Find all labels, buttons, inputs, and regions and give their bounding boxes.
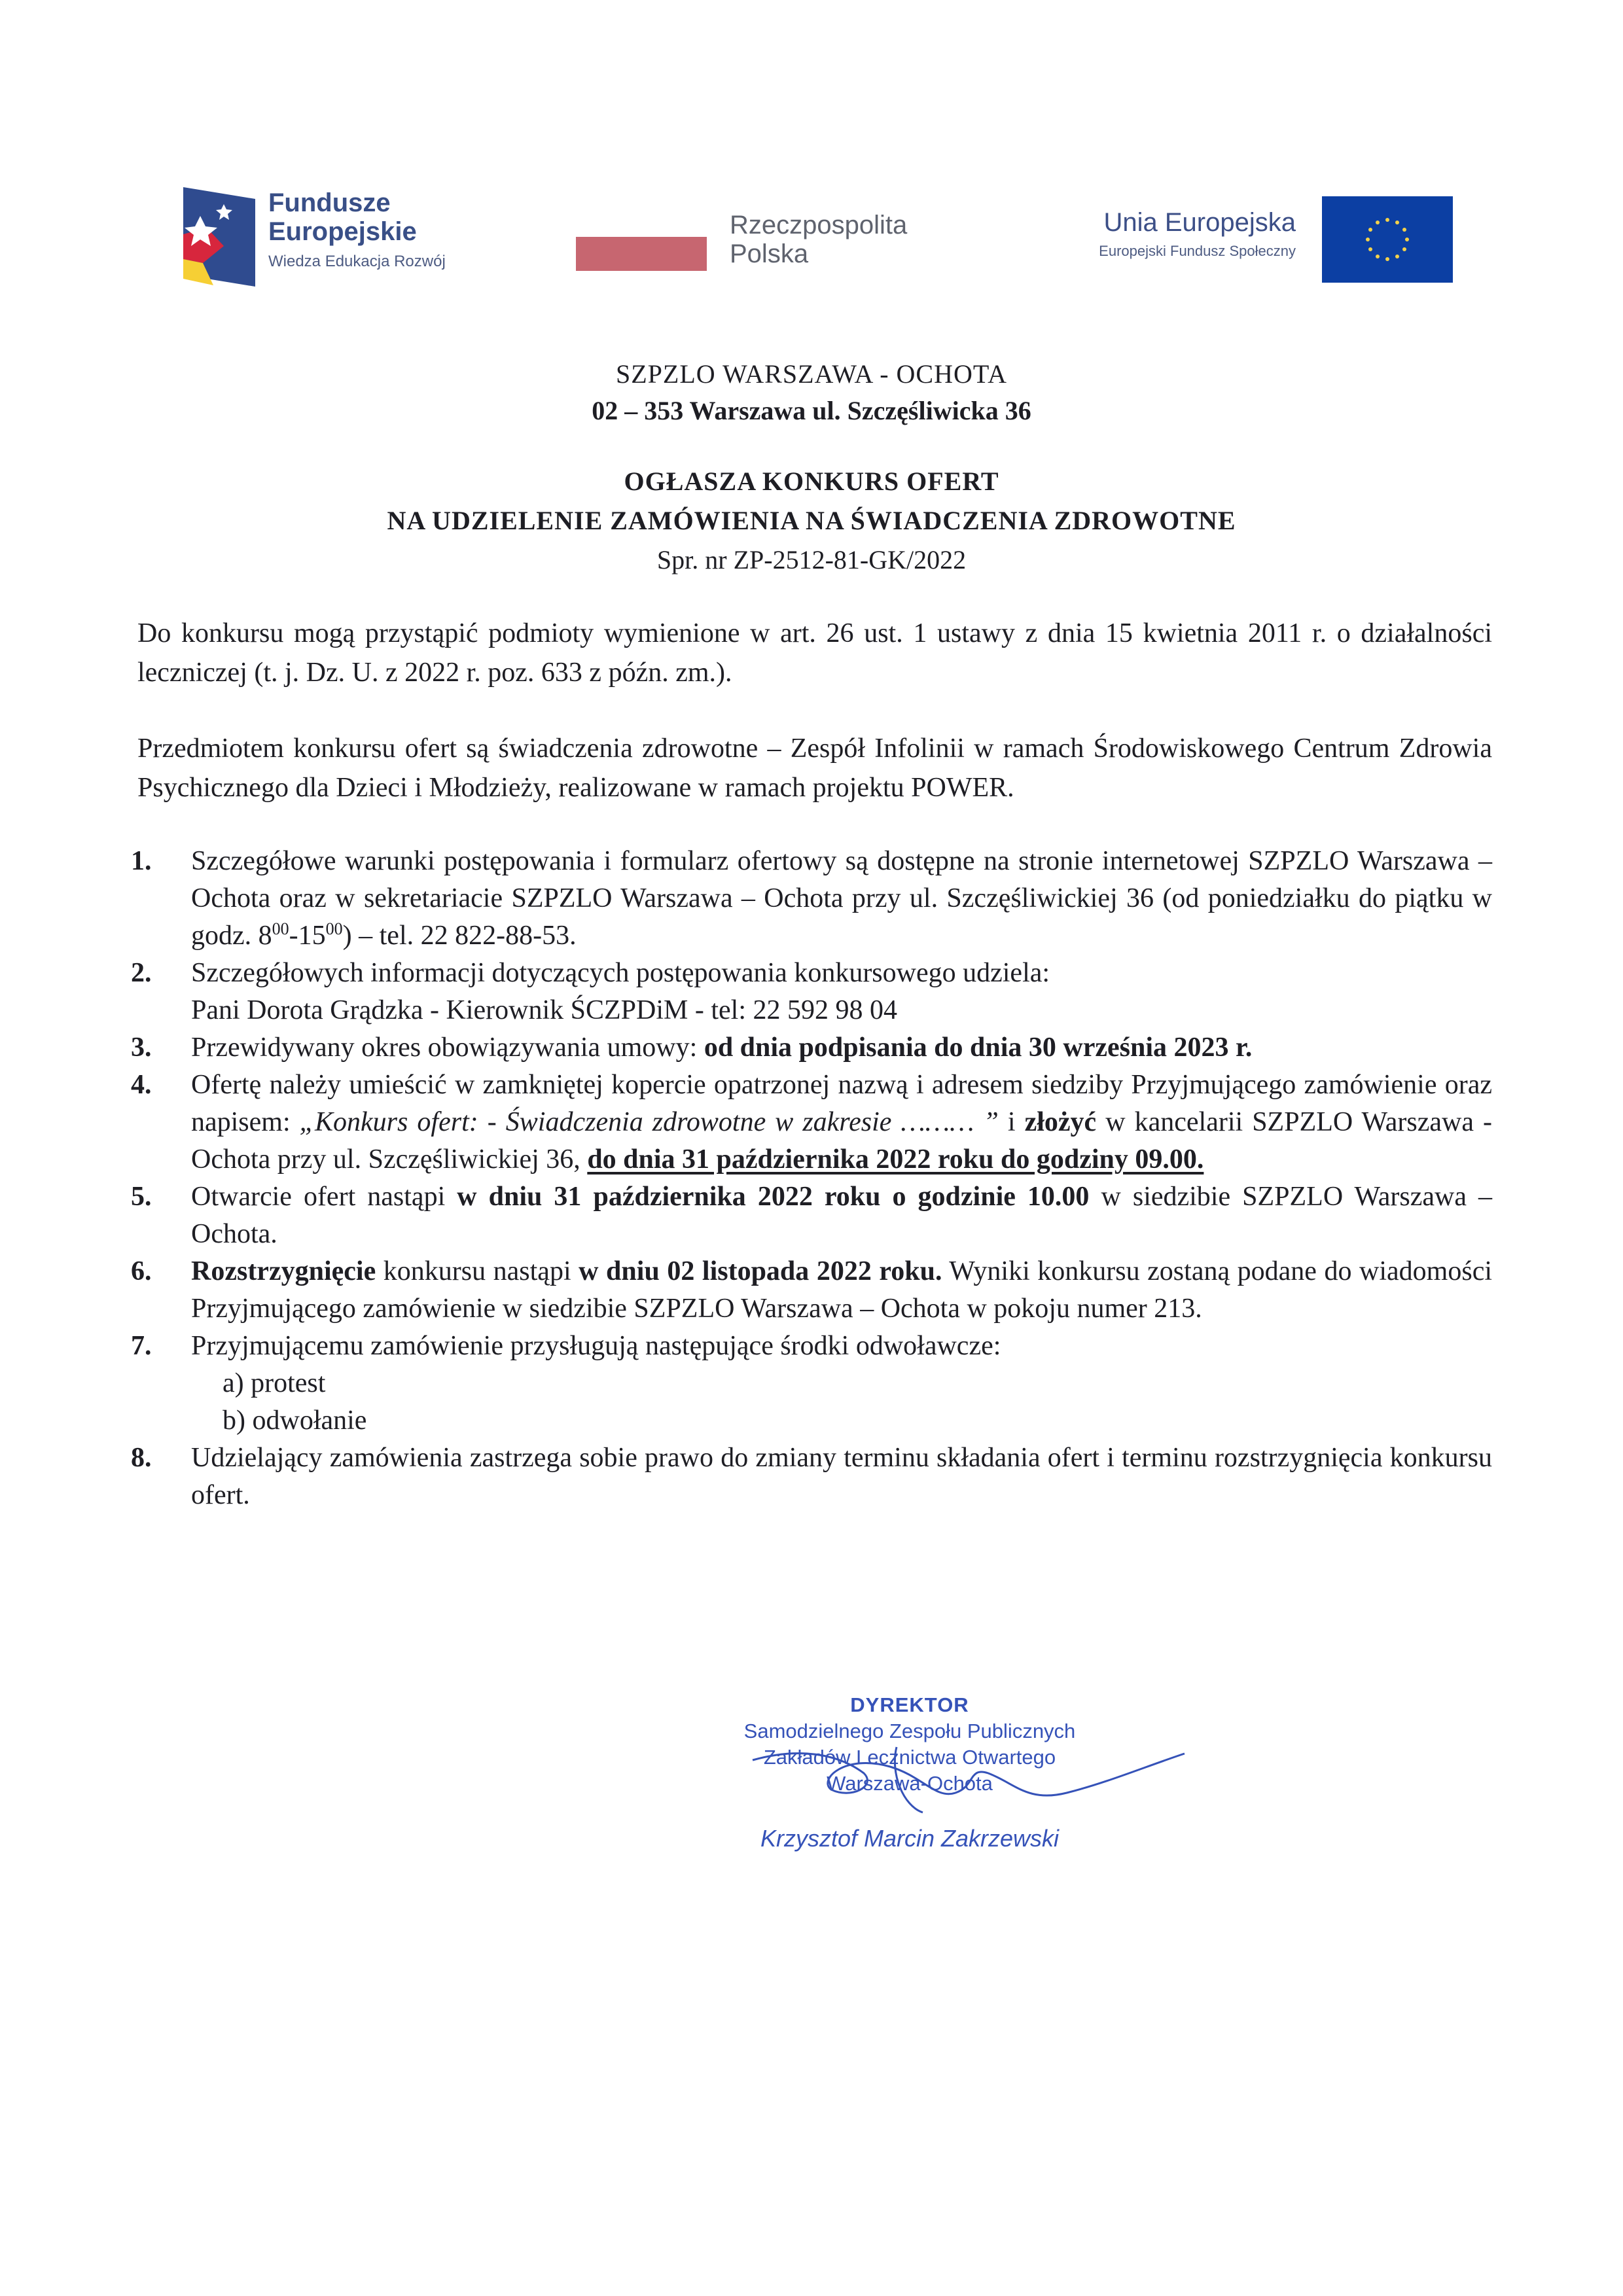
stamp-line3: Warszawa-Ochota — [827, 1772, 993, 1795]
item-bold-text: złożyć — [1024, 1107, 1097, 1137]
item-number: 3. — [131, 1033, 152, 1063]
organization-name: SZPZLO WARSZAWA - OCHOTA — [616, 359, 1007, 389]
subject-paragraph: Przedmiotem konkursu ofert są świadczenia zdrowotne – Zespół Infolinii w ramach Środowiskowego Centrum Zdrowia Psychicznego dla Dzieci i Młodzieży, realizowane w ramach projektu POWER. — [137, 733, 1492, 803]
item-number: 8. — [131, 1443, 152, 1473]
stamp-line2: Zakładów Lecznictwa Otwartego — [763, 1746, 1056, 1769]
item-text: konkursu nastąpi — [376, 1256, 579, 1286]
list-item — [131, 955, 1492, 1029]
item-number: 4. — [131, 1070, 152, 1100]
item-text: w siedzibie SZPZLO Warszawa – Ochota. — [191, 1182, 1492, 1249]
item-text: Wyniki konkursu zostaną podane do wiadomości Przyjmującego zamówienie w siedzibie SZPZLO Warszawa – Ochota w pokoju numer 213. — [191, 1256, 1493, 1324]
fe-title-line2: Europejskie — [268, 217, 417, 246]
sub-list-item: b) odwołanie — [223, 1405, 367, 1436]
envelope-inscription: „Konkurs ofert: - Świadczenia zdrowotne w zakresie ……… ” — [299, 1107, 999, 1137]
item-text: Udzielający zamówienia zastrzega sobie prawo do zmiany terminu składania ofert i terminu rozstrzygnięcia konkursu ofert. — [191, 1443, 1492, 1510]
item-text: Ofertę należy umieścić w zamkniętej kopercie opatrzonej nazwą i adresem siedziby Przyjmującego zamówienie oraz napisem: — [191, 1070, 1492, 1137]
fe-subtitle: Wiedza Edukacja Rozwój — [268, 253, 446, 270]
list-item — [131, 1029, 1492, 1067]
eu-flag-icon — [1322, 196, 1453, 283]
announcement-title-line2: NA UDZIELENIE ZAMÓWIENIA NA ŚWIADCZENIA ZDROWOTNE — [387, 506, 1236, 535]
item-text: -15 — [289, 921, 326, 951]
item-text: w kancelarii SZPZLO Warszawa - Ochota przy ul. Szczęśliwickiej 36, — [191, 1107, 1493, 1174]
item-number: 1. — [131, 846, 152, 876]
eu-subtitle: Europejski Fundusz Społeczny — [1099, 243, 1296, 259]
list-item — [131, 1253, 1492, 1328]
item-text: ) – tel. 22 822-88-53. — [342, 921, 577, 951]
submission-deadline: do dnia 31 października 2022 roku do godziny 09.00. — [587, 1144, 1204, 1174]
reference-number: Spr. nr ZP-2512-81-GK/2022 — [656, 545, 967, 574]
list-item — [131, 843, 1492, 955]
item-number: 7. — [131, 1331, 152, 1361]
item-text: Przewidywany okres obowiązywania umowy: — [191, 1033, 704, 1063]
fe-title-line1: Fundusze — [268, 188, 391, 217]
conditions-list — [131, 843, 1492, 1514]
fe-star-mark-icon — [183, 187, 255, 287]
list-item — [131, 1439, 1492, 1514]
contact-person: Pani Dorota Grądzka - Kierownik ŚCZPDiM - tel: 22 592 98 04 — [191, 995, 898, 1025]
contract-period: od dnia podpisania do dnia 30 września 2023 r. — [704, 1033, 1253, 1063]
pl-line2: Polska — [730, 239, 809, 268]
superscript: 00 — [325, 919, 343, 938]
superscript: 00 — [272, 919, 289, 938]
item-number: 6. — [131, 1256, 152, 1286]
handwritten-signature — [740, 1727, 1198, 1826]
rzeczpospolita-polska-logo — [576, 211, 969, 276]
list-item — [131, 1178, 1492, 1253]
unia-europejska-logo — [1021, 196, 1453, 288]
item-number: 2. — [131, 958, 152, 988]
resolution-date: w dniu 02 listopada 2022 roku. — [579, 1256, 942, 1286]
stamp-title: DYREKTOR — [850, 1693, 969, 1716]
fundusze-europejskie-logo — [183, 185, 510, 289]
eu-title: Unia Europejska — [1103, 208, 1296, 237]
list-item — [131, 1067, 1492, 1178]
polish-flag-icon — [576, 237, 707, 271]
announcement-title-line1: OGŁASZA KONKURS OFERT — [624, 467, 999, 496]
sub-list-item: a) protest — [223, 1368, 326, 1398]
item-text: i — [998, 1107, 1025, 1137]
stamp-line1: Samodzielnego Zespołu Publicznych — [743, 1720, 1076, 1742]
item-text: Szczegółowych informacji dotyczących postępowania konkursowego udziela: — [191, 958, 1050, 988]
organization-address: 02 – 353 Warszawa ul. Szczęśliwicka 36 — [592, 396, 1031, 425]
item-bold-text: Rozstrzygnięcie — [191, 1256, 376, 1286]
item-text: Otwarcie ofert nastąpi — [191, 1182, 457, 1212]
item-number: 5. — [131, 1182, 152, 1212]
item-text: Szczegółowe warunki postępowania i formularz ofertowy są dostępne na stronie internetowej SZPZLO Warszawa – Ochota oraz w sekretariacie SZPZLO Warszawa – Ochota przy ul. Szczęśliwickiej 36 (od poniedziałku do piątku w godz. 8 — [191, 846, 1492, 951]
pl-line1: Rzeczpospolita — [730, 211, 908, 239]
list-item — [131, 1328, 1492, 1439]
appeal-measures-list — [191, 1365, 1492, 1439]
item-text: Przyjmującemu zamówienie przysługują następujące środki odwoławcze: — [191, 1331, 1001, 1361]
eligibility-paragraph: Do konkursu mogą przystąpić podmioty wymienione w art. 26 ust. 1 ustawy z dnia 15 kwietnia 2011 r. o działalności leczniczej (t. j. Dz. U. z 2022 r. poz. 633 z późn. zm.). — [137, 618, 1492, 688]
opening-date: w dniu 31 października 2022 roku o godzinie 10.00 — [457, 1182, 1090, 1212]
director-name: Krzysztof Marcin Zakrzewski — [760, 1825, 1060, 1852]
